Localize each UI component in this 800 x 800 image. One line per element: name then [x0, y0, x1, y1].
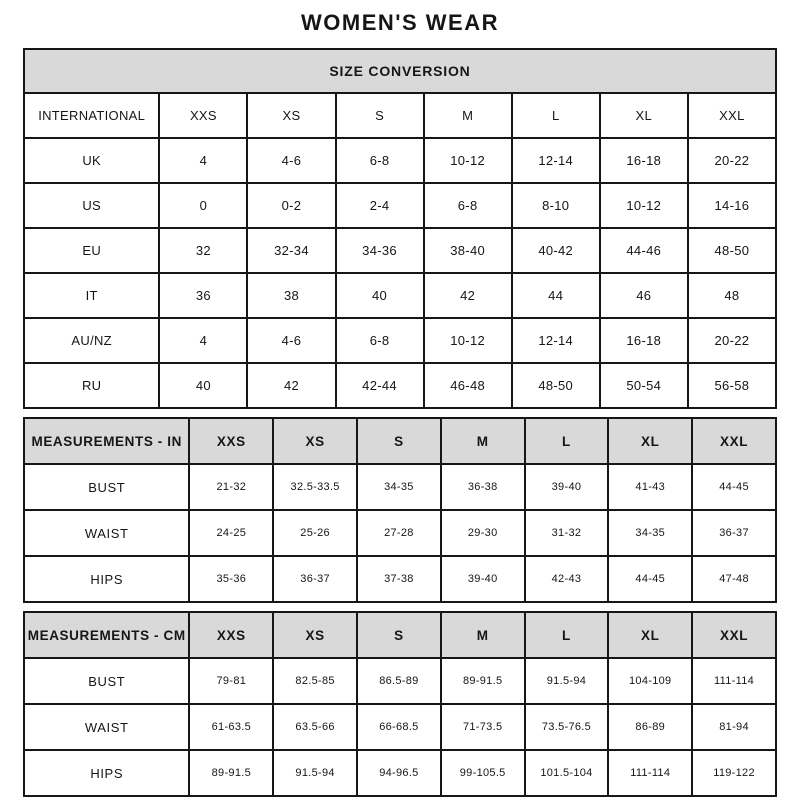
cell-value: 6-8	[336, 138, 424, 183]
cell-value: 79-81	[189, 658, 273, 704]
column-header-xxl: XXL	[688, 93, 776, 138]
table-row	[24, 183, 776, 228]
cell-value: 91.5-94	[273, 750, 357, 796]
cell-value: 61-63.5	[189, 704, 273, 750]
cell-value: 2-4	[336, 183, 424, 228]
row-label: EU	[24, 228, 159, 273]
column-header-international: INTERNATIONAL	[24, 93, 159, 138]
row-label: UK	[24, 138, 159, 183]
size-header-m: M	[441, 612, 525, 658]
cell-value: 0	[159, 183, 247, 228]
cell-value: 39-40	[441, 556, 525, 602]
size-header-xl: XL	[608, 612, 692, 658]
cell-value: 35-36	[189, 556, 273, 602]
cell-value: 63.5-66	[273, 704, 357, 750]
cell-value: 81-94	[692, 704, 776, 750]
cell-value: 42-44	[336, 363, 424, 408]
cell-value: 91.5-94	[525, 658, 609, 704]
row-label: BUST	[24, 658, 189, 704]
size-header-xxl: XXL	[692, 612, 776, 658]
cell-value: 111-114	[692, 658, 776, 704]
cell-value: 111-114	[608, 750, 692, 796]
cell-value: 42	[424, 273, 512, 318]
cell-value: 14-16	[688, 183, 776, 228]
cell-value: 6-8	[336, 318, 424, 363]
table-title-row	[24, 49, 776, 93]
size-header-xxs: XXS	[189, 612, 273, 658]
cell-value: 82.5-85	[273, 658, 357, 704]
cell-value: 6-8	[424, 183, 512, 228]
row-label: WAIST	[24, 704, 189, 750]
table-row	[24, 750, 776, 796]
cell-value: 46	[600, 273, 688, 318]
size-header-xs: XS	[273, 418, 357, 464]
cell-value: 20-22	[688, 138, 776, 183]
cell-value: 16-18	[600, 138, 688, 183]
cell-value: 34-35	[357, 464, 441, 510]
cell-value: 86.5-89	[357, 658, 441, 704]
cell-value: 34-36	[336, 228, 424, 273]
cell-value: 4	[159, 318, 247, 363]
cell-value: 10-12	[424, 318, 512, 363]
row-label: HIPS	[24, 556, 189, 602]
table-row	[24, 556, 776, 602]
cell-value: 25-26	[273, 510, 357, 556]
cell-value: 36	[159, 273, 247, 318]
row-label: WAIST	[24, 510, 189, 556]
cell-value: 16-18	[600, 318, 688, 363]
cell-value: 48	[688, 273, 776, 318]
size-conversion-table	[23, 48, 777, 409]
cell-value: 89-91.5	[189, 750, 273, 796]
cell-value: 73.5-76.5	[525, 704, 609, 750]
cell-value: 86-89	[608, 704, 692, 750]
size-header-l: L	[525, 612, 609, 658]
column-header-xs: XS	[247, 93, 335, 138]
cell-value: 50-54	[600, 363, 688, 408]
table-row	[24, 464, 776, 510]
cell-value: 42-43	[525, 556, 609, 602]
cell-value: 56-58	[688, 363, 776, 408]
column-header-row	[24, 93, 776, 138]
cell-value: 44	[512, 273, 600, 318]
cell-value: 4-6	[247, 318, 335, 363]
cell-value: 101.5-104	[525, 750, 609, 796]
cell-value: 46-48	[424, 363, 512, 408]
cell-value: 34-35	[608, 510, 692, 556]
row-label: RU	[24, 363, 159, 408]
cell-value: 4	[159, 138, 247, 183]
row-label: US	[24, 183, 159, 228]
size-header-xxl: XXL	[692, 418, 776, 464]
cell-value: 32.5-33.5	[273, 464, 357, 510]
cell-value: 66-68.5	[357, 704, 441, 750]
cell-value: 89-91.5	[441, 658, 525, 704]
table-row	[24, 704, 776, 750]
cell-value: 36-38	[441, 464, 525, 510]
cell-value: 32	[159, 228, 247, 273]
table-row	[24, 273, 776, 318]
row-label: IT	[24, 273, 159, 318]
table-row	[24, 510, 776, 556]
column-header-row	[24, 612, 776, 658]
cell-value: 104-109	[608, 658, 692, 704]
table-row	[24, 138, 776, 183]
cell-value: 40	[336, 273, 424, 318]
cell-value: 47-48	[692, 556, 776, 602]
cell-value: 12-14	[512, 318, 600, 363]
cell-value: 12-14	[512, 138, 600, 183]
table-row	[24, 658, 776, 704]
cell-value: 99-105.5	[441, 750, 525, 796]
cell-value: 0-2	[247, 183, 335, 228]
size-header-m: M	[441, 418, 525, 464]
cell-value: 36-37	[692, 510, 776, 556]
cell-value: 119-122	[692, 750, 776, 796]
cell-value: 8-10	[512, 183, 600, 228]
cell-value: 44-45	[608, 556, 692, 602]
measurements-cm-table	[23, 611, 777, 797]
cell-value: 37-38	[357, 556, 441, 602]
cell-value: 10-12	[424, 138, 512, 183]
column-header-l: L	[512, 93, 600, 138]
cell-value: 10-12	[600, 183, 688, 228]
size-header-s: S	[357, 612, 441, 658]
column-header-xxs: XXS	[159, 93, 247, 138]
cell-value: 48-50	[512, 363, 600, 408]
row-label: HIPS	[24, 750, 189, 796]
row-label: BUST	[24, 464, 189, 510]
cell-value: 44-46	[600, 228, 688, 273]
size-header-l: L	[525, 418, 609, 464]
size-conversion-header: SIZE CONVERSION	[24, 49, 776, 93]
cell-value: 20-22	[688, 318, 776, 363]
page-title: WOMEN'S WEAR	[301, 10, 499, 35]
cell-value: 29-30	[441, 510, 525, 556]
column-header-row	[24, 418, 776, 464]
cell-value: 94-96.5	[357, 750, 441, 796]
cell-value: 44-45	[692, 464, 776, 510]
cell-value: 71-73.5	[441, 704, 525, 750]
measurements-in-header: MEASUREMENTS - IN	[24, 418, 189, 464]
table-row	[24, 318, 776, 363]
cell-value: 27-28	[357, 510, 441, 556]
cell-value: 40-42	[512, 228, 600, 273]
column-header-xl: XL	[600, 93, 688, 138]
cell-value: 40	[159, 363, 247, 408]
cell-value: 38-40	[424, 228, 512, 273]
cell-value: 39-40	[525, 464, 609, 510]
cell-value: 4-6	[247, 138, 335, 183]
cell-value: 42	[247, 363, 335, 408]
column-header-m: M	[424, 93, 512, 138]
size-header-xs: XS	[273, 612, 357, 658]
cell-value: 48-50	[688, 228, 776, 273]
measurements-cm-header: MEASUREMENTS - CM	[24, 612, 189, 658]
table-row	[24, 363, 776, 408]
cell-value: 32-34	[247, 228, 335, 273]
row-label: AU/NZ	[24, 318, 159, 363]
measurements-in-table	[23, 417, 777, 603]
cell-value: 24-25	[189, 510, 273, 556]
column-header-s: S	[336, 93, 424, 138]
cell-value: 38	[247, 273, 335, 318]
table-row	[24, 228, 776, 273]
cell-value: 31-32	[525, 510, 609, 556]
size-header-xxs: XXS	[189, 418, 273, 464]
size-header-xl: XL	[608, 418, 692, 464]
cell-value: 21-32	[189, 464, 273, 510]
cell-value: 41-43	[608, 464, 692, 510]
size-header-s: S	[357, 418, 441, 464]
cell-value: 36-37	[273, 556, 357, 602]
